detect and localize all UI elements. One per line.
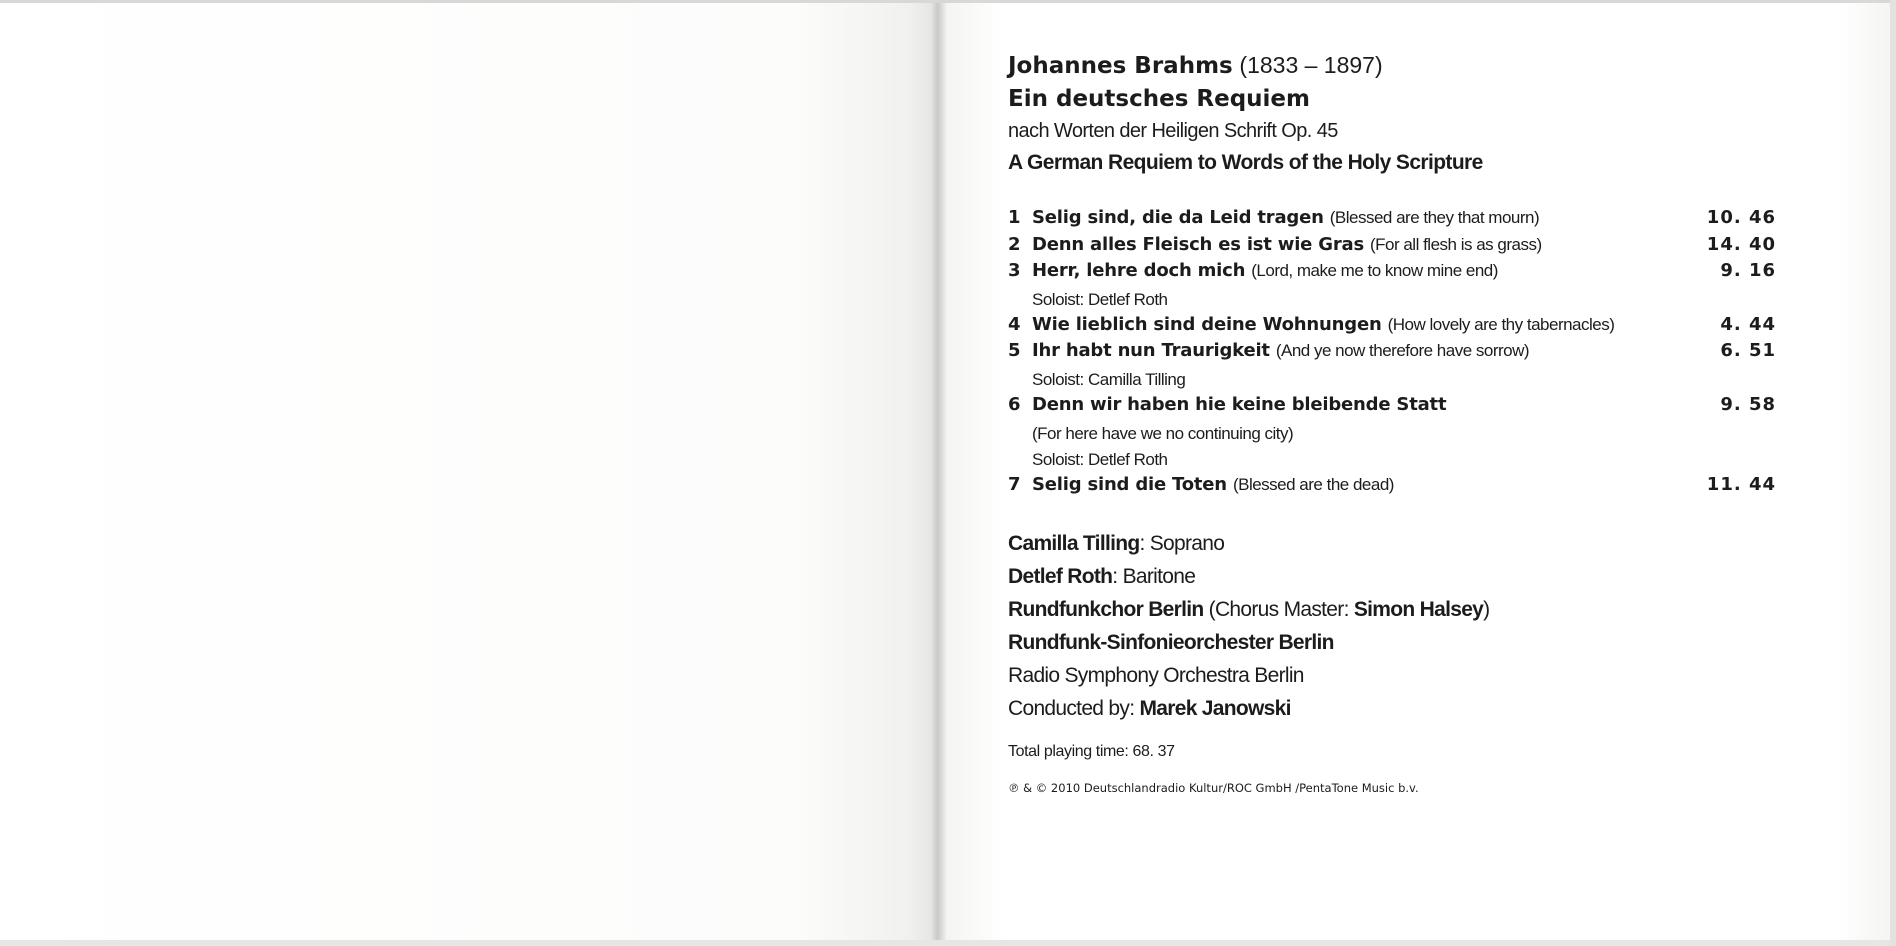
track-title: Ihr habt nun Traurigkeit bbox=[1032, 340, 1270, 362]
soprano-name: Camilla Tilling bbox=[1008, 531, 1140, 555]
copyright-notice: ℗ & © 2010 Deutschlandradio Kultur/ROC GmbH /PentaTone Music b.v. bbox=[1008, 780, 1419, 795]
track-title: Wie lieblich sind deine Wohnungen bbox=[1032, 313, 1382, 335]
track-item bbox=[1008, 340, 1776, 393]
track-number: 2 bbox=[1008, 233, 1021, 255]
orchestra-english: Radio Symphony Orchestra Berlin bbox=[1008, 663, 1304, 687]
track-item bbox=[1008, 314, 1776, 341]
track-row bbox=[1008, 394, 1776, 421]
page-edge-bottom bbox=[0, 940, 1896, 946]
chorus-credit bbox=[1008, 593, 1808, 626]
track-soloist: Soloist: Detlef Roth bbox=[1032, 290, 1168, 310]
track-number: 4 bbox=[1008, 313, 1021, 335]
track-translation: (How lovely are thy tabernacles) bbox=[1387, 314, 1615, 334]
composer-name: Johannes Brahms bbox=[1008, 53, 1233, 79]
composer-heading bbox=[1008, 48, 1808, 83]
track-soloist: Soloist: Camilla Tilling bbox=[1032, 370, 1186, 390]
page-edge-top bbox=[0, 0, 1896, 3]
track-translation: (For here have we no continuing city) bbox=[1032, 423, 1294, 443]
track-duration: 11. 44 bbox=[1706, 473, 1776, 495]
orchestra-credit bbox=[1008, 626, 1808, 659]
track-title: Denn wir haben hie keine bleibende Statt bbox=[1032, 393, 1447, 415]
chorus-master-suffix: ) bbox=[1483, 597, 1490, 621]
track-number: 7 bbox=[1008, 473, 1021, 495]
baritone-credit bbox=[1008, 560, 1808, 593]
track-number: 5 bbox=[1008, 340, 1021, 362]
track-number: 6 bbox=[1008, 393, 1021, 415]
track-translation: (Blessed are the dead) bbox=[1232, 474, 1394, 494]
total-playing-time: Total playing time: 68. 37 bbox=[1008, 742, 1175, 760]
conductor-name: Marek Janowski bbox=[1139, 696, 1291, 720]
track-item bbox=[1008, 474, 1776, 501]
track-number: 1 bbox=[1008, 207, 1021, 228]
chorus-master-prefix: (Chorus Master: bbox=[1203, 597, 1354, 621]
track-row bbox=[1008, 340, 1776, 367]
page-edge-right bbox=[1890, 0, 1896, 946]
track-duration: 14. 40 bbox=[1706, 233, 1776, 255]
track-item bbox=[1008, 394, 1776, 474]
chorus-name: Rundfunkchor Berlin bbox=[1008, 597, 1204, 621]
work-title: Ein deutsches Requiem bbox=[1008, 86, 1310, 112]
track-translation: (And ye now therefore have sorrow) bbox=[1275, 341, 1530, 361]
track-row bbox=[1008, 207, 1776, 234]
work-subtitle: nach Worten der Heiligen Schrift Op. 45 bbox=[1008, 120, 1338, 142]
track-item bbox=[1008, 260, 1776, 313]
track-translation: (Lord, make me to know mine end) bbox=[1251, 261, 1498, 281]
track-listing-page bbox=[1008, 48, 1808, 795]
track-title: Selig sind die Toten bbox=[1032, 473, 1227, 495]
booklet-spine bbox=[932, 0, 946, 946]
left-page-blank bbox=[0, 0, 936, 946]
composer-dates: (1833 – 1897) bbox=[1239, 52, 1383, 78]
conductor-prefix: Conducted by: bbox=[1008, 696, 1140, 720]
track-duration: 9. 58 bbox=[1720, 393, 1776, 415]
track-duration: 4. 44 bbox=[1720, 313, 1776, 335]
conductor-credit bbox=[1008, 692, 1808, 725]
track-item bbox=[1008, 207, 1776, 234]
track-title: Herr, lehre doch mich bbox=[1032, 260, 1246, 282]
chorus-master-name: Simon Halsey bbox=[1353, 597, 1484, 621]
track-row bbox=[1008, 260, 1776, 287]
track-number: 3 bbox=[1008, 260, 1021, 282]
track-row bbox=[1008, 234, 1776, 261]
track-title: Selig sind, die da Leid tragen bbox=[1032, 207, 1324, 228]
work-english-title: A German Requiem to Words of the Holy Scripture bbox=[1008, 151, 1483, 174]
track-soloist: Soloist: Detlef Roth bbox=[1032, 450, 1168, 470]
baritone-name: Detlef Roth bbox=[1008, 564, 1113, 588]
baritone-role: : Baritone bbox=[1112, 564, 1196, 588]
track-row bbox=[1008, 474, 1776, 501]
track-duration: 10. 46 bbox=[1706, 207, 1776, 228]
track-translation: (For all flesh is as grass) bbox=[1369, 234, 1542, 254]
track-duration: 9. 16 bbox=[1720, 260, 1776, 282]
track-title: Denn alles Fleisch es ist wie Gras bbox=[1032, 233, 1364, 255]
track-duration: 6. 51 bbox=[1720, 340, 1776, 362]
track-row bbox=[1008, 314, 1776, 341]
track-item bbox=[1008, 234, 1776, 261]
track-list bbox=[1008, 207, 1776, 501]
soprano-credit bbox=[1008, 527, 1808, 560]
orchestra-name: Rundfunk-Sinfonieorchester Berlin bbox=[1008, 630, 1334, 654]
soprano-role: : Soprano bbox=[1139, 531, 1225, 555]
track-translation: (Blessed are they that mourn) bbox=[1329, 208, 1540, 227]
performers-list bbox=[1008, 527, 1808, 725]
